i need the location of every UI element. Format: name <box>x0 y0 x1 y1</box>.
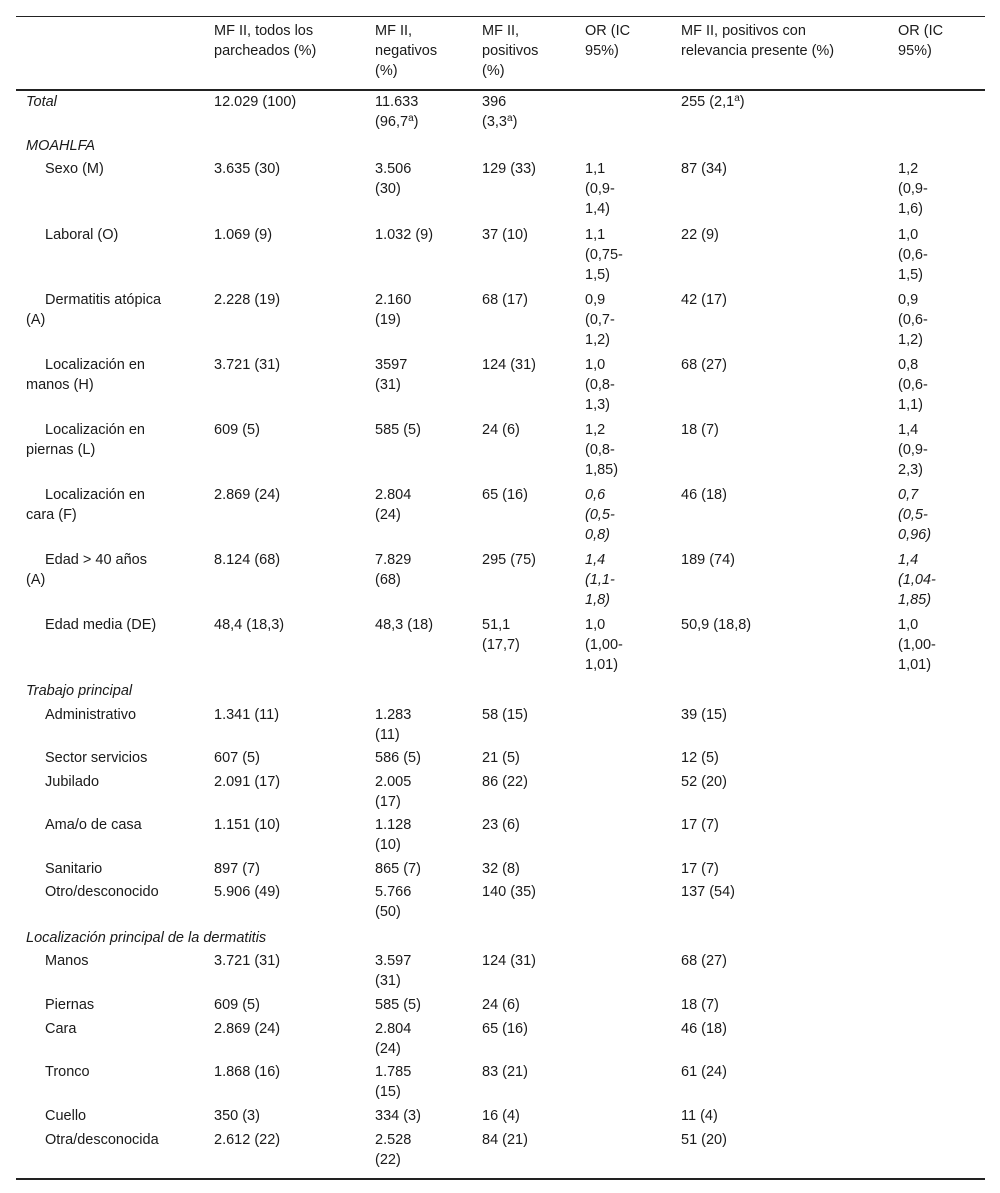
header-rule <box>16 89 985 91</box>
cell-relevance: 46 (18) <box>681 1021 727 1037</box>
cell-all: 1.868 (16) <box>214 1064 281 1080</box>
cell-positive: 21 (5) <box>482 750 520 766</box>
row-label: Otra/desconocida <box>45 1132 159 1148</box>
cell-negative: 1.128 (10) <box>375 817 412 853</box>
row-label: Otro/desconocido <box>45 884 159 900</box>
cell-all: 1.341 (11) <box>214 707 280 723</box>
cell-relevance: 52 (20) <box>681 774 727 790</box>
cell-positive: 295 (75) <box>482 552 537 568</box>
header-positive: MF II, positivos (%) <box>482 23 539 79</box>
cell-all: 1.151 (10) <box>214 817 281 833</box>
cell-negative: 2.160 (19) <box>375 292 412 328</box>
cell-relevance: 50,9 (18,8) <box>681 617 752 633</box>
header-relevance: MF II, positivos con relevancia presente (%) <box>681 23 835 59</box>
cell-negative: 7.829 (68) <box>375 552 412 588</box>
section-title: Localización principal de la dermatitis <box>26 930 267 946</box>
cell-or-2: 0,9 (0,6- 1,2) <box>898 292 928 348</box>
cell-all: 609 (5) <box>214 422 260 438</box>
total-all: 12.029 (100) <box>214 94 297 110</box>
cell-all: 2.091 (17) <box>214 774 281 790</box>
cell-negative: 1.785 (15) <box>375 1064 412 1100</box>
cell-or-1: 0,6 (0,5- 0,8) <box>585 487 615 543</box>
cell-relevance: 189 (74) <box>681 552 736 568</box>
cell-relevance: 18 (7) <box>681 997 719 1013</box>
total-positive: 396 (3,3$^a$) <box>482 94 518 130</box>
cell-relevance: 61 (24) <box>681 1064 727 1080</box>
cell-negative: 1.032 (9) <box>375 227 434 243</box>
row-label: Localización en manos (H) <box>26 357 145 393</box>
cell-relevance: 12 (5) <box>681 750 719 766</box>
cell-negative: 865 (7) <box>375 861 421 877</box>
cell-negative: 2.528 (22) <box>375 1132 412 1168</box>
cell-negative: 585 (5) <box>375 422 421 438</box>
cell-positive: 65 (16) <box>482 1021 528 1037</box>
row-label: Manos <box>45 953 89 969</box>
row-label: Sanitario <box>45 861 103 877</box>
cell-all: 3.721 (31) <box>214 357 281 373</box>
section-title: Trabajo principal <box>26 683 133 699</box>
cell-positive: 23 (6) <box>482 817 520 833</box>
cell-all: 3.635 (30) <box>214 161 281 177</box>
row-label: Tronco <box>45 1064 90 1080</box>
row-label: Edad > 40 años (A) <box>26 552 147 588</box>
cell-relevance: 17 (7) <box>681 817 719 833</box>
row-label: Piernas <box>45 997 95 1013</box>
cell-positive: 140 (35) <box>482 884 537 900</box>
cell-relevance: 22 (9) <box>681 227 719 243</box>
cell-relevance: 17 (7) <box>681 861 719 877</box>
cell-relevance: 11 (4) <box>681 1108 718 1124</box>
row-label: Edad media (DE) <box>45 617 157 633</box>
cell-or-2: 1,2 (0,9- 1,6) <box>898 161 928 217</box>
cell-all: 1.069 (9) <box>214 227 273 243</box>
row-label: Sexo (M) <box>45 161 104 177</box>
cell-negative: 1.283 (11) <box>375 707 412 743</box>
cell-positive: 24 (6) <box>482 422 520 438</box>
row-label: Ama/o de casa <box>45 817 142 833</box>
cell-relevance: 39 (15) <box>681 707 727 723</box>
cell-or-1: 1,1 (0,75- 1,5) <box>585 227 623 283</box>
cell-negative: 2.005 (17) <box>375 774 412 810</box>
bottom-rule <box>16 1178 985 1180</box>
cell-relevance: 18 (7) <box>681 422 719 438</box>
cell-or-2: 1,0 (0,6- 1,5) <box>898 227 928 283</box>
cell-all: 8.124 (68) <box>214 552 281 568</box>
cell-all: 2.869 (24) <box>214 487 281 503</box>
cell-positive: 68 (17) <box>482 292 528 308</box>
cell-negative: 586 (5) <box>375 750 421 766</box>
cell-or-2: 0,8 (0,6- 1,1) <box>898 357 928 413</box>
cell-positive: 83 (21) <box>482 1064 528 1080</box>
cell-negative: 2.804 (24) <box>375 487 412 523</box>
cell-positive: 124 (31) <box>482 357 537 373</box>
cell-or-2: 1,4 (0,9- 2,3) <box>898 422 928 478</box>
cell-negative: 585 (5) <box>375 997 421 1013</box>
cell-relevance: 46 (18) <box>681 487 727 503</box>
cell-or-2: 1,4 (1,04- 1,85) <box>898 552 936 608</box>
row-label: Localización en piernas (L) <box>26 422 145 458</box>
row-label: Jubilado <box>45 774 100 790</box>
cell-negative: 3.597 (31) <box>375 953 412 989</box>
cell-relevance: 68 (27) <box>681 357 727 373</box>
cell-relevance: 51 (20) <box>681 1132 727 1148</box>
cell-negative: 2.804 (24) <box>375 1021 412 1057</box>
row-label: Cuello <box>45 1108 87 1124</box>
header-or-2: OR (IC 95%) <box>898 23 944 59</box>
cell-positive: 124 (31) <box>482 953 537 969</box>
total-negative: 11.633 (96,7$^a$) <box>375 94 419 130</box>
cell-positive: 129 (33) <box>482 161 537 177</box>
cell-positive: 16 (4) <box>482 1108 520 1124</box>
cell-all: 5.906 (49) <box>214 884 281 900</box>
cell-all: 2.612 (22) <box>214 1132 281 1148</box>
cell-or-2: 0,7 (0,5- 0,96) <box>898 487 932 543</box>
cell-all: 2.869 (24) <box>214 1021 281 1037</box>
row-label: Dermatitis atópica (A) <box>26 292 162 328</box>
row-label: Sector servicios <box>45 750 148 766</box>
cell-positive: 37 (10) <box>482 227 528 243</box>
total-label: Total <box>26 94 57 110</box>
cell-all: 897 (7) <box>214 861 260 877</box>
cell-or-2: 1,0 (1,00- 1,01) <box>898 617 936 673</box>
cell-all: 607 (5) <box>214 750 260 766</box>
cell-positive: 84 (21) <box>482 1132 528 1148</box>
cell-or-1: 1,0 (0,8- 1,3) <box>585 357 615 413</box>
row-label: Administrativo <box>45 707 137 723</box>
row-label: Localización en cara (F) <box>26 487 145 523</box>
header-all: MF II, todos los parcheados (%) <box>214 23 317 59</box>
cell-or-1: 1,4 (1,1- 1,8) <box>585 552 615 608</box>
top-rule <box>16 16 985 17</box>
cell-negative: 48,3 (18) <box>375 617 434 633</box>
row-label: Cara <box>45 1021 77 1037</box>
row-label: Laboral (O) <box>45 227 119 243</box>
cell-relevance: 137 (54) <box>681 884 736 900</box>
header-or-1: OR (IC 95%) <box>585 23 631 59</box>
cell-positive: 86 (22) <box>482 774 528 790</box>
section-title: MOAHLFA <box>26 138 96 154</box>
cell-positive: 24 (6) <box>482 997 520 1013</box>
cell-positive: 51,1 (17,7) <box>482 617 520 653</box>
cell-relevance: 68 (27) <box>681 953 727 969</box>
cell-negative: 334 (3) <box>375 1108 421 1124</box>
header-negative: MF II, negativos (%) <box>375 23 438 79</box>
total-relevance: 255 (2,1$^a$) <box>681 93 745 110</box>
cell-all: 350 (3) <box>214 1108 260 1124</box>
cell-all: 2.228 (19) <box>214 292 281 308</box>
cell-all: 48,4 (18,3) <box>214 617 285 633</box>
cell-negative: 5.766 (50) <box>375 884 412 920</box>
cell-positive: 32 (8) <box>482 861 520 877</box>
cell-relevance: 87 (34) <box>681 161 727 177</box>
cell-positive: 58 (15) <box>482 707 528 723</box>
cell-or-1: 1,1 (0,9- 1,4) <box>585 161 615 217</box>
cell-or-1: 1,2 (0,8- 1,85) <box>585 422 619 478</box>
cell-or-1: 0,9 (0,7- 1,2) <box>585 292 615 348</box>
cell-negative: 3.506 (30) <box>375 161 412 197</box>
cell-all: 609 (5) <box>214 997 260 1013</box>
cell-or-1: 1,0 (1,00- 1,01) <box>585 617 623 673</box>
cell-negative: 3597 (31) <box>375 357 408 393</box>
cell-all: 3.721 (31) <box>214 953 281 969</box>
cell-relevance: 42 (17) <box>681 292 727 308</box>
cell-positive: 65 (16) <box>482 487 528 503</box>
